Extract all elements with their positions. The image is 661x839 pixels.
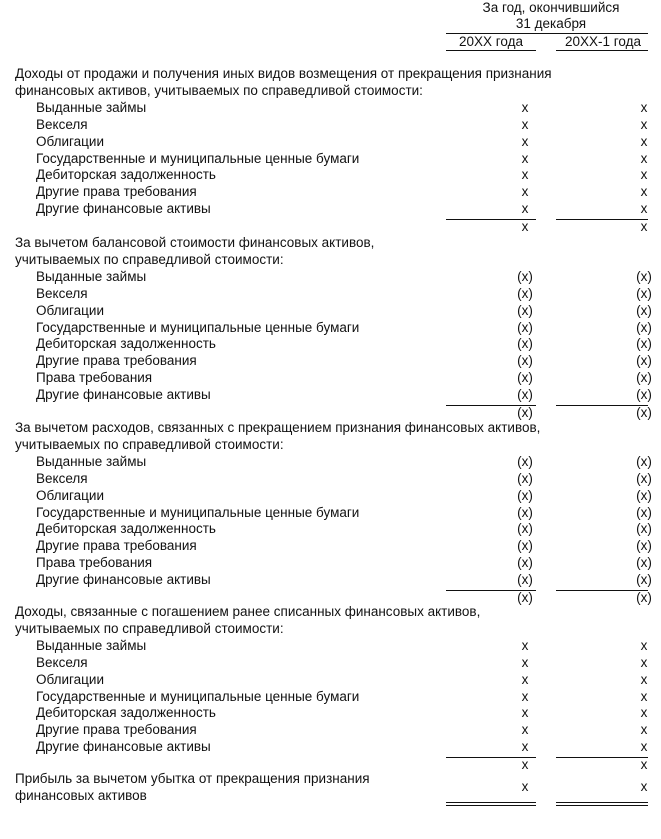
value-current-year: x [521, 167, 529, 183]
value-prior-year: x [640, 705, 648, 721]
value-current-year: (x) [517, 538, 533, 554]
value-prior-year: (x) [636, 470, 652, 486]
value-prior-year: (x) [636, 285, 652, 301]
value-prior-year: x [640, 133, 648, 149]
value-current-year: x [521, 688, 529, 704]
value-prior-year: (x) [636, 268, 652, 284]
value-current-year: x [521, 150, 529, 166]
result-title: финансовых активов [15, 787, 147, 803]
section-title: учитываемых по справедливой стоимости: [15, 620, 284, 636]
value-prior-year: x [640, 150, 648, 166]
row-label: Государственные и муниципальные ценные бумаги [36, 688, 360, 704]
value-prior-year: x [640, 671, 648, 687]
section-title: учитываемых по справедливой стоимости: [15, 436, 284, 452]
value-prior-year: x [640, 201, 648, 217]
subtotal-current-year: (x) [517, 590, 533, 605]
row-label: Государственные и муниципальные ценные бумаги [36, 150, 360, 166]
row-label: Другие права требования [36, 538, 197, 554]
row-label: Права требования [36, 555, 153, 571]
row-label: Векселя [36, 116, 88, 132]
result-prior-year: x [640, 779, 648, 794]
value-current-year: (x) [517, 285, 533, 301]
row-label: Дебиторская задолженность [36, 705, 216, 721]
value-prior-year: (x) [636, 572, 652, 588]
row-label: Выданные займы [36, 637, 147, 653]
value-prior-year: x [640, 688, 648, 704]
value-prior-year: x [640, 722, 648, 738]
value-prior-year: x [640, 99, 648, 115]
value-current-year: x [521, 201, 529, 217]
value-current-year: x [521, 637, 529, 653]
value-current-year: (x) [517, 504, 533, 520]
subtotal-prior-year: x [640, 219, 648, 235]
value-current-year: (x) [517, 521, 533, 537]
row-label: Дебиторская задолженность [36, 336, 216, 352]
value-prior-year: x [640, 167, 648, 183]
row-label: Облигации [36, 487, 104, 503]
row-label: Другие финансовые активы [36, 572, 211, 588]
section-title: За вычетом расходов, связанных с прекращением признания финансовых активов, [15, 420, 541, 435]
row-label: Государственные и муниципальные ценные бумаги [36, 504, 360, 520]
column-header-prior-year: 20XX-1 года [564, 34, 641, 49]
value-prior-year: (x) [636, 453, 652, 469]
double-underline-prior [556, 805, 648, 806]
value-current-year: (x) [517, 353, 533, 369]
row-label: Другие финансовые активы [36, 387, 211, 403]
subtotal-prior-year: (x) [636, 405, 652, 420]
subtotal-prior-year: x [640, 757, 648, 773]
value-prior-year: (x) [636, 387, 652, 403]
row-label: Векселя [36, 285, 88, 301]
row-label: Другие права требования [36, 722, 197, 738]
value-prior-year: x [640, 739, 648, 755]
row-label: Облигации [36, 133, 104, 149]
row-label: Дебиторская задолженность [36, 167, 216, 183]
value-prior-year: (x) [636, 319, 652, 335]
value-current-year: (x) [517, 319, 533, 335]
value-prior-year: x [640, 654, 648, 670]
row-label: Выданные займы [36, 99, 147, 115]
result-title: Прибыль за вычетом убытка от прекращения признания [15, 771, 370, 786]
result-current-year: x [521, 779, 529, 794]
value-current-year: x [521, 99, 529, 115]
value-prior-year: (x) [636, 302, 652, 318]
value-prior-year: (x) [636, 336, 652, 352]
row-label: Облигации [36, 671, 104, 687]
row-label: Векселя [36, 470, 88, 486]
value-current-year: x [521, 705, 529, 721]
value-prior-year: x [640, 184, 648, 200]
section-title: финансовых активов, учитываемых по справедливой стоимости: [15, 82, 423, 98]
double-underline-current [446, 805, 536, 806]
value-current-year: (x) [517, 555, 533, 571]
row-label: Векселя [36, 654, 88, 670]
value-current-year: (x) [517, 268, 533, 284]
value-prior-year: (x) [636, 538, 652, 554]
row-label: Другие права требования [36, 353, 197, 369]
value-current-year: (x) [517, 572, 533, 588]
subtotal-current-year: x [521, 219, 529, 235]
row-label: Другие финансовые активы [36, 201, 211, 217]
value-current-year: x [521, 722, 529, 738]
value-current-year: x [521, 184, 529, 200]
section-title: За вычетом балансовой стоимости финансовых активов, [15, 235, 375, 250]
section-title: учитываемых по справедливой стоимости: [15, 251, 284, 267]
value-prior-year: (x) [636, 555, 652, 571]
row-label: Облигации [36, 302, 104, 318]
value-current-year: x [521, 116, 529, 132]
row-label: Выданные займы [36, 268, 147, 284]
subtotal-current-year: (x) [517, 405, 533, 420]
period-header-line2: 31 декабря [515, 16, 587, 31]
header-underline-current [446, 50, 536, 51]
column-header-current-year: 20XX года [459, 34, 523, 49]
row-label: Права требования [36, 370, 153, 386]
value-current-year: x [521, 133, 529, 149]
double-underline-current [446, 802, 536, 803]
subtotal-current-year: x [521, 757, 529, 773]
value-prior-year: (x) [636, 353, 652, 369]
value-current-year: (x) [517, 336, 533, 352]
value-prior-year: (x) [636, 487, 652, 503]
value-prior-year: (x) [636, 370, 652, 386]
value-prior-year: (x) [636, 521, 652, 537]
row-label: Другие финансовые активы [36, 739, 211, 755]
subtotal-prior-year: (x) [636, 590, 652, 605]
value-prior-year: x [640, 637, 648, 653]
header-underline-prior [556, 50, 648, 51]
value-current-year: x [521, 739, 529, 755]
value-prior-year: (x) [636, 504, 652, 520]
period-header-line1: За год, окончившийся [482, 0, 620, 15]
value-prior-year: x [640, 116, 648, 132]
value-current-year: (x) [517, 370, 533, 386]
value-current-year: x [521, 671, 529, 687]
row-label: Государственные и муниципальные ценные бумаги [36, 319, 360, 335]
section-title: Доходы от продажи и получения иных видов возмещения от прекращения признания [15, 66, 552, 81]
value-current-year: (x) [517, 453, 533, 469]
double-underline-prior [556, 802, 648, 803]
value-current-year: (x) [517, 487, 533, 503]
section-title: Доходы, связанные с погашением ранее списанных финансовых активов, [15, 604, 481, 619]
row-label: Выданные займы [36, 453, 147, 469]
row-label: Дебиторская задолженность [36, 521, 216, 537]
row-label: Другие права требования [36, 184, 197, 200]
value-current-year: (x) [517, 302, 533, 318]
value-current-year: x [521, 654, 529, 670]
value-current-year: (x) [517, 470, 533, 486]
value-current-year: (x) [517, 387, 533, 403]
